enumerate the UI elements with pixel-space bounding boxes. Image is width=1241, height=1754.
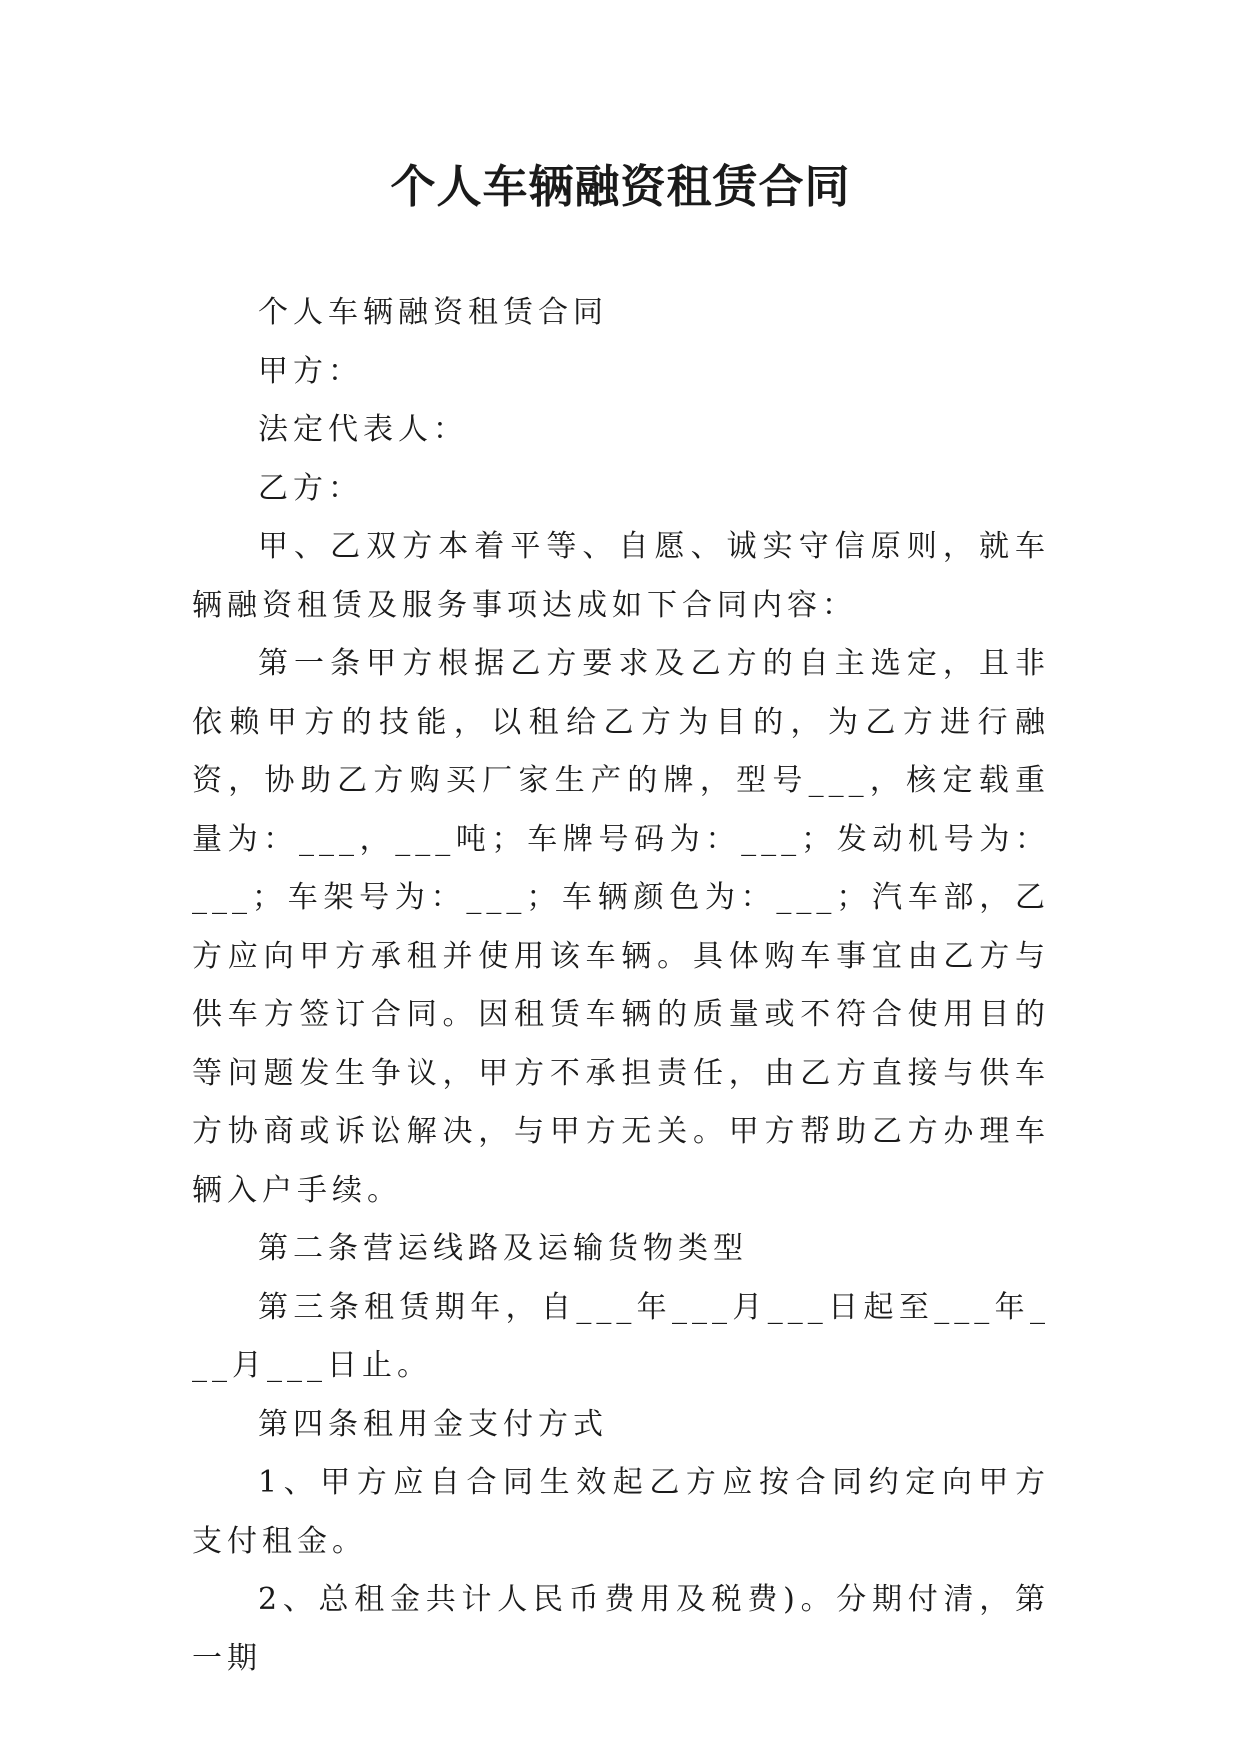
paragraph-heading: 个人车辆融资租赁合同	[258, 295, 608, 330]
paragraph-party-b: 乙方：	[258, 470, 363, 506]
paragraph-article-1: 第一条甲方根据乙方要求及乙方的自主选定，且非依赖甲方的技能，以租给乙方为目的，为乙方进行融资，协助乙方购买厂家生产的牌，型号___，核定载重量为：___，___吨；车牌号码为：___；发动机号为：___；车架号为：___；车辆颜色为：___；汽车部，乙方应向甲方承租并使用该车辆。具体购车事宜由乙方与供车方签订合同。因租赁车辆的质量或不符合使用目的等问题发生争议，甲方不承担责任，由乙方直接与供车方协商或诉讼解决，与甲方无关。甲方帮助乙方办理车辆入户手续。	[192, 646, 1050, 1208]
paragraph-legal-representative: 法定代表人：	[258, 412, 468, 447]
paragraph-clause-2: 2、总租金共计人民币费用及税费)。分期付清，第一期	[192, 1582, 1050, 1676]
paragraph-clause-1: 1、甲方应自合同生效起乙方应按合同约定向甲方支付租金。	[192, 1465, 1050, 1559]
paragraph-article-2: 第二条营运线路及运输货物类型	[258, 1231, 748, 1266]
paragraph-party-a: 甲方：	[258, 353, 363, 389]
document-title: 个人车辆融资租赁合同	[390, 160, 851, 213]
paragraph-preamble: 甲、乙双方本着平等、自愿、诚实守信原则，就车辆融资租赁及服务事项达成如下合同内容：	[192, 529, 1050, 623]
paragraph-article-3: 第三条租赁期年，自___年___月___日起至___年___月___日止。	[192, 1289, 1050, 1383]
document-body	[192, 284, 1050, 1688]
paragraph-article-4: 第四条租用金支付方式	[258, 1406, 608, 1442]
